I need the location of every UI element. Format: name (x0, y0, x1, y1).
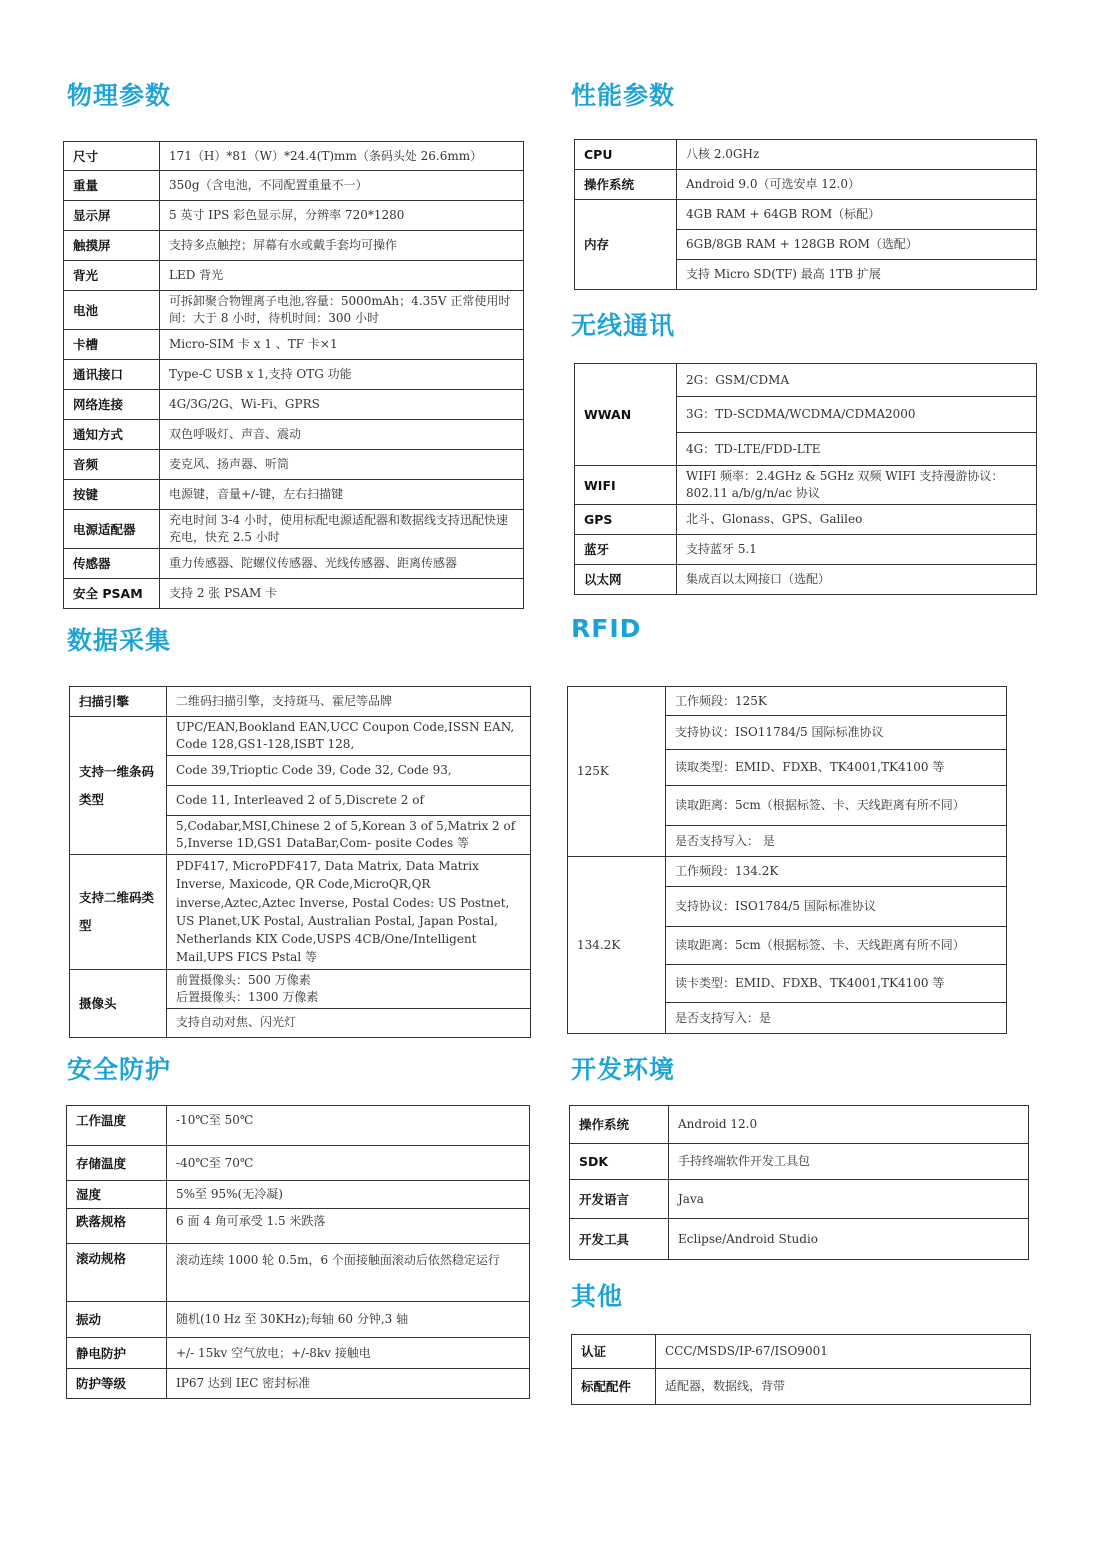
spec-value: 350g（含电池，不同配置重量不一） (160, 171, 524, 201)
table-row (572, 1335, 1031, 1369)
spec-value: LED 背光 (160, 261, 524, 291)
table-row (70, 687, 531, 717)
table-row (575, 200, 1037, 230)
spec-label: 音频 (64, 450, 160, 480)
spec-label: 操作系统 (570, 1106, 669, 1144)
table-row (64, 330, 524, 360)
spec-value: Java (669, 1180, 1029, 1219)
table-row (575, 565, 1037, 595)
table-row (70, 717, 531, 756)
spec-label: 通知方式 (64, 420, 160, 450)
spec-value: 可拆卸聚合物锂离子电池,容量：5000mAh；4.35V 正常使用时间：大于 8 小时，待机时间：300 小时 (160, 291, 524, 330)
section-title-rfid: RFID (571, 614, 642, 643)
spec-value: 支持多点触控；屏幕有水或戴手套均可操作 (160, 231, 524, 261)
spec-value: CCC/MSDS/IP-67/ISO9001 (656, 1335, 1031, 1369)
table-row (64, 201, 524, 231)
spec-label: WWAN (575, 364, 677, 466)
table-row (67, 1146, 530, 1181)
spec-label: 认证 (572, 1335, 656, 1369)
table-row (64, 549, 524, 579)
spec-value: 二维码扫描引擎，支持斑马、霍尼等品牌 (167, 687, 531, 717)
spec-value: 3G：TD-SCDMA/WCDMA/CDMA2000 (677, 397, 1037, 433)
spec-label: 湿度 (67, 1181, 167, 1209)
spec-label: 标配配件 (572, 1369, 656, 1405)
table-row (64, 360, 524, 390)
spec-value: 读取距离：5cm（根据标签、卡、天线距离有所不同） (666, 927, 1007, 965)
spec-label: 通讯接口 (64, 360, 160, 390)
section-title-other: 其他 (571, 1282, 624, 1311)
spec-label: CPU (575, 140, 677, 170)
spec-value: 是否支持写入：是 (666, 1003, 1007, 1034)
table-row (64, 171, 524, 201)
spec-value: 后置摄像头：1300 万像素 (167, 989, 531, 1009)
spec-label: 支持一维条码类型 (70, 717, 167, 855)
spec-value: UPC/EAN,Bookland EAN,UCC Coupon Code,ISSN EAN, Code 128,GS1-128,ISBT 128, (167, 717, 531, 756)
table-row (568, 687, 1007, 716)
table-row (67, 1244, 530, 1302)
spec-label: 滚动规格 (67, 1244, 167, 1302)
spec-value: 是否支持写入： 是 (666, 826, 1007, 857)
spec-value: Code 11, Interleaved 2 of 5,Discrete 2 of (167, 786, 531, 816)
spec-value: 支持自动对焦、闪光灯 (167, 1008, 531, 1037)
spec-value: WIFI 频率：2.4GHz & 5GHz 双频 WIFI 支持漫游协议：802.11 a/b/g/n/ac 协议 (677, 466, 1037, 505)
spec-value: 工作频段：134.2K (666, 857, 1007, 887)
spec-label: 静电防护 (67, 1338, 167, 1369)
spec-value: 读卡类型：EMID、FDXB、TK4001,TK4100 等 (666, 965, 1007, 1003)
spec-value: 171（H）*81（W）*24.4(T)mm（条码头处 26.6mm） (160, 142, 524, 171)
table-row (64, 579, 524, 609)
spec-value: 支持协议：ISO11784/5 国际标准协议 (666, 716, 1007, 750)
spec-value: 4GB RAM + 64GB ROM（标配） (677, 200, 1037, 230)
table-row (64, 450, 524, 480)
spec-value: 5 英寸 IPS 彩色显示屏，分辨率 720*1280 (160, 201, 524, 231)
table-row (575, 535, 1037, 565)
spec-label: 显示屏 (64, 201, 160, 231)
table-row (64, 420, 524, 450)
table-row (575, 170, 1037, 200)
spec-value: 支持 Micro SD(TF) 最高 1TB 扩展 (677, 260, 1037, 290)
table-row (64, 231, 524, 261)
table-row (67, 1369, 530, 1399)
security-spec-table (66, 1105, 530, 1399)
spec-label: 跌落规格 (67, 1209, 167, 1244)
spec-value: 6 面 4 角可承受 1.5 米跌落 (167, 1209, 530, 1244)
table-row (575, 140, 1037, 170)
spec-value: 双色呼吸灯、声音、震动 (160, 420, 524, 450)
spec-label: 卡槽 (64, 330, 160, 360)
table-row (64, 390, 524, 420)
spec-value: -40℃至 70℃ (167, 1146, 530, 1181)
spec-value: 八核 2.0GHz (677, 140, 1037, 170)
table-row (575, 364, 1037, 397)
table-row (64, 291, 524, 330)
spec-value: 前置摄像头：500 万像素 (167, 969, 531, 989)
table-row (570, 1106, 1029, 1144)
table-row (575, 505, 1037, 535)
spec-label: 以太网 (575, 565, 677, 595)
spec-value: Code 39,Trioptic Code 39, Code 32, Code 93, (167, 756, 531, 786)
section-title-data-capture: 数据采集 (67, 626, 172, 655)
spec-label: 触摸屏 (64, 231, 160, 261)
spec-value: 4G：TD-LTE/FDD-LTE (677, 433, 1037, 466)
spec-value: 手持终端软件开发工具包 (669, 1144, 1029, 1180)
spec-label: 传感器 (64, 549, 160, 579)
spec-value: Android 9.0（可选安卓 12.0） (677, 170, 1037, 200)
spec-label: 网络连接 (64, 390, 160, 420)
spec-value: 电源键，音量+/-键，左右扫描键 (160, 480, 524, 510)
spec-label: 背光 (64, 261, 160, 291)
spec-value: 北斗、Glonass、GPS、Galileo (677, 505, 1037, 535)
wireless-spec-table (574, 363, 1037, 595)
spec-label: 操作系统 (575, 170, 677, 200)
spec-label: 开发语言 (570, 1180, 669, 1219)
spec-value: PDF417, MicroPDF417, Data Matrix, Data Matrix Inverse, Maxicode, QR Code,MicroQR,QR inverse,Aztec,Aztec Inverse, Postal Codes: US Postnet, US Planet,UK Postal, Australian Postal, Japan Postal, Netherlands KIX Code,USPS 4CB/One/Intelligent Mail,UPS FICS Pstal 等 (167, 855, 531, 970)
physical-spec-table (63, 141, 524, 609)
spec-label: 防护等级 (67, 1369, 167, 1399)
table-row (64, 480, 524, 510)
spec-value: 滚动连续 1000 轮 0.5m，6 个面接触面滚动后依然稳定运行 (167, 1244, 530, 1302)
table-row (575, 466, 1037, 505)
spec-value: 支持 2 张 PSAM 卡 (160, 579, 524, 609)
table-row (64, 261, 524, 291)
table-row (67, 1106, 530, 1146)
spec-value: 读取类型：EMID、FDXB、TK4001,TK4100 等 (666, 750, 1007, 786)
spec-value: Android 12.0 (669, 1106, 1029, 1144)
table-row (570, 1219, 1029, 1260)
section-title-wireless: 无线通讯 (571, 311, 676, 340)
rfid-spec-table (567, 686, 1007, 1034)
spec-label: 安全 PSAM (64, 579, 160, 609)
table-row (67, 1302, 530, 1338)
spec-label: 摄像头 (70, 969, 167, 1037)
spec-label: 存储温度 (67, 1146, 167, 1181)
spec-value: 4G/3G/2G、Wi-Fi、GPRS (160, 390, 524, 420)
table-row (70, 969, 531, 989)
table-row (70, 855, 531, 970)
spec-value: Type-C USB x 1,支持 OTG 功能 (160, 360, 524, 390)
spec-label: 支持二维码类型 (70, 855, 167, 970)
spec-value: Eclipse/Android Studio (669, 1219, 1029, 1260)
spec-value: +/- 15kv 空气放电；+/-8kv 接触电 (167, 1338, 530, 1369)
spec-value: 适配器，数据线，背带 (656, 1369, 1031, 1405)
spec-label: 134.2K (568, 857, 666, 1034)
data-capture-spec-table (69, 686, 531, 1038)
spec-value: 5%至 95%(无冷凝) (167, 1181, 530, 1209)
table-row (572, 1369, 1031, 1405)
section-title-physical: 物理参数 (67, 81, 172, 110)
spec-value: 5,Codabar,MSI,Chinese 2 of 5,Korean 3 of 5,Matrix 2 of 5,Inverse 1D,GS1 DataBar,Com- posite Codes 等 (167, 816, 531, 855)
spec-label: 工作温度 (67, 1106, 167, 1146)
spec-value: 6GB/8GB RAM + 128GB ROM（选配） (677, 230, 1037, 260)
table-row (570, 1144, 1029, 1180)
spec-label: 蓝牙 (575, 535, 677, 565)
spec-value: Micro-SIM 卡 x 1 、TF 卡×1 (160, 330, 524, 360)
spec-label: 电池 (64, 291, 160, 330)
spec-label: 电源适配器 (64, 510, 160, 549)
table-row (570, 1180, 1029, 1219)
table-row (67, 1181, 530, 1209)
table-row (67, 1209, 530, 1244)
dev-env-spec-table (569, 1105, 1029, 1260)
spec-value: 随机(10 Hz 至 30KHz);每轴 60 分钟,3 轴 (167, 1302, 530, 1338)
table-row (67, 1338, 530, 1369)
performance-spec-table (574, 139, 1037, 290)
section-title-dev-env: 开发环境 (571, 1055, 676, 1084)
spec-label: SDK (570, 1144, 669, 1180)
table-row (568, 857, 1007, 887)
spec-value: -10℃至 50℃ (167, 1106, 530, 1146)
spec-value: 集成百以太网接口（选配） (677, 565, 1037, 595)
spec-value: 工作频段：125K (666, 687, 1007, 716)
spec-value: 支持蓝牙 5.1 (677, 535, 1037, 565)
spec-value: 2G：GSM/CDMA (677, 364, 1037, 397)
spec-value: 麦克风、扬声器、听筒 (160, 450, 524, 480)
spec-value: IP67 达到 IEC 密封标准 (167, 1369, 530, 1399)
spec-label: 125K (568, 687, 666, 857)
spec-label: 振动 (67, 1302, 167, 1338)
spec-label: 按键 (64, 480, 160, 510)
spec-value: 读取距离：5cm（根据标签、卡、天线距离有所不同） (666, 786, 1007, 826)
spec-label: WIFI (575, 466, 677, 505)
other-spec-table (571, 1334, 1031, 1405)
section-title-security: 安全防护 (67, 1055, 172, 1084)
spec-value: 支持协议：ISO1784/5 国际标准协议 (666, 887, 1007, 927)
spec-label: 尺寸 (64, 142, 160, 171)
table-row (64, 142, 524, 171)
table-row (64, 510, 524, 549)
spec-value: 充电时间 3-4 小时，使用标配电源适配器和数据线支持迅配快速充电，快充 2.5 小时 (160, 510, 524, 549)
spec-value: 重力传感器、陀螺仪传感器、光线传感器、距离传感器 (160, 549, 524, 579)
spec-label: 重量 (64, 171, 160, 201)
spec-label: 扫描引擎 (70, 687, 167, 717)
section-title-performance: 性能参数 (571, 81, 676, 110)
spec-label: GPS (575, 505, 677, 535)
spec-label: 开发工具 (570, 1219, 669, 1260)
spec-label: 内存 (575, 200, 677, 290)
